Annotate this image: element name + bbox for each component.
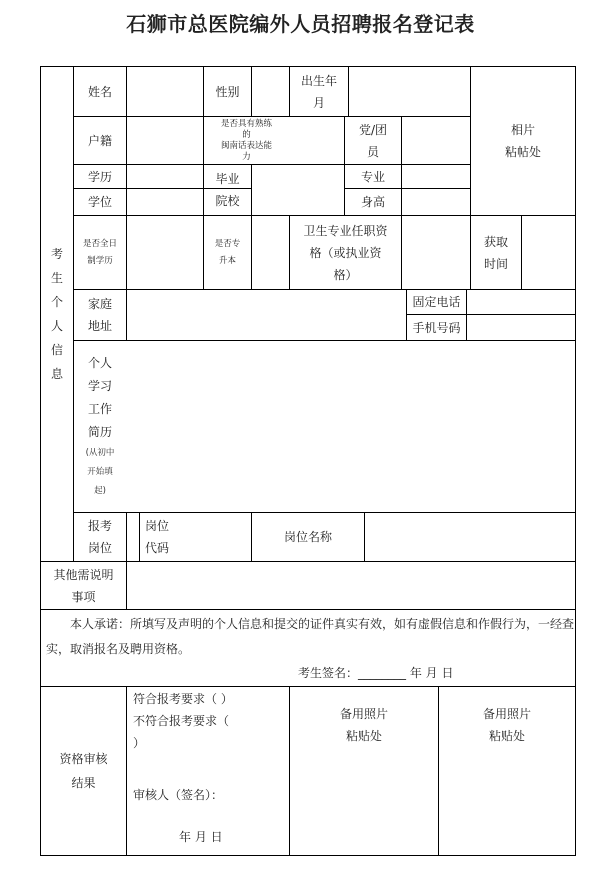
- audit-pass-option[interactable]: 符合报考要求（ ）: [133, 692, 233, 706]
- name-field[interactable]: [127, 67, 203, 116]
- gender-label: 性别: [215, 84, 240, 99]
- other-notes-label: 其他需说明 事项: [53, 567, 114, 604]
- dialect-ability-field[interactable]: [290, 117, 344, 164]
- education-label: 学历: [87, 169, 112, 184]
- name-label: 姓名: [87, 84, 112, 99]
- audit-date: 年 月 日: [179, 830, 223, 844]
- school-label: 毕业 院校: [215, 172, 240, 208]
- address-field[interactable]: [127, 290, 406, 340]
- obtain-time-label: 获取 时间: [483, 234, 508, 271]
- spare-photo-2: 备用照片 粘贴处: [482, 707, 531, 743]
- fulltime-label: 是否全日 制学历: [82, 238, 117, 266]
- birth-field[interactable]: [349, 67, 470, 116]
- height-label: 身高: [360, 195, 385, 209]
- other-notes-field[interactable]: [127, 562, 575, 609]
- audit-fail-option[interactable]: 不符合报考要求（ ）: [133, 714, 230, 750]
- major-field[interactable]: [402, 165, 470, 188]
- apply-post-label: 报考 岗位: [87, 519, 112, 555]
- section-personal-info-label: 考 生 个 人 信 息: [50, 247, 63, 381]
- apply-post-spacer: [127, 513, 139, 561]
- birth-label: 出生年 月: [300, 73, 337, 110]
- hukou-label: 户籍: [87, 133, 112, 148]
- major-label: 专业: [360, 169, 385, 184]
- post-name-label: 岗位名称: [283, 530, 332, 544]
- auditor-signature[interactable]: 审核人（签名）：: [133, 788, 224, 802]
- address-label: 家庭 地址: [87, 297, 112, 333]
- education-field[interactable]: [127, 165, 203, 188]
- dialect-ability-label: 是否具有熟练 的 闽南话表达能 力: [220, 118, 272, 162]
- party-field[interactable]: [402, 117, 470, 164]
- resume-field[interactable]: [127, 341, 575, 512]
- resume-label: 个人 学习 工作 简历: [87, 356, 112, 439]
- height-field[interactable]: [402, 189, 470, 215]
- mobile-label: 手机号码: [412, 320, 461, 335]
- photo-placeholder: 相片 粘帖处: [504, 123, 541, 159]
- gender-field[interactable]: [252, 67, 289, 116]
- resume-note: (从初中 开始填 起): [85, 448, 115, 496]
- school-field[interactable]: [252, 165, 344, 215]
- spare-photo-1: 备用照片 粘贴处: [339, 707, 388, 743]
- phone-label: 固定电话: [412, 295, 461, 309]
- pledge-text: 本人承诺：所填写及声明的个人信息和提交的证件真实有效，如有虚假信息和作假行为，一经查实，取消报名及聘用资格。: [46, 617, 575, 656]
- audit-block: [133, 688, 288, 848]
- upgrade-field[interactable]: [252, 216, 289, 289]
- qualification-field[interactable]: [402, 216, 470, 289]
- degree-field[interactable]: [127, 189, 203, 215]
- obtain-time-field[interactable]: [522, 216, 575, 289]
- resume-label-cell: [74, 341, 126, 512]
- mobile-field[interactable]: [467, 315, 575, 340]
- fulltime-field[interactable]: [127, 216, 203, 289]
- post-name-field[interactable]: [365, 513, 575, 561]
- signature-line[interactable]: 考生签名：________ 年 月 日: [298, 666, 454, 680]
- post-code-label: 岗位 代码: [144, 519, 169, 555]
- phone-field[interactable]: [467, 290, 575, 314]
- hukou-field[interactable]: [127, 117, 203, 164]
- review-result-label: 资格审核 结果: [59, 752, 108, 790]
- form-title: 石狮市总医院编外人员招聘报名登记表: [126, 12, 475, 36]
- degree-label: 学位: [87, 195, 112, 209]
- party-label: 党/团 员: [358, 122, 388, 159]
- upgrade-label: 是否专 升本: [214, 238, 241, 266]
- qualification-label: 卫生专业任职资 格（或执业资 格）: [303, 223, 388, 282]
- post-code-field[interactable]: [176, 513, 251, 561]
